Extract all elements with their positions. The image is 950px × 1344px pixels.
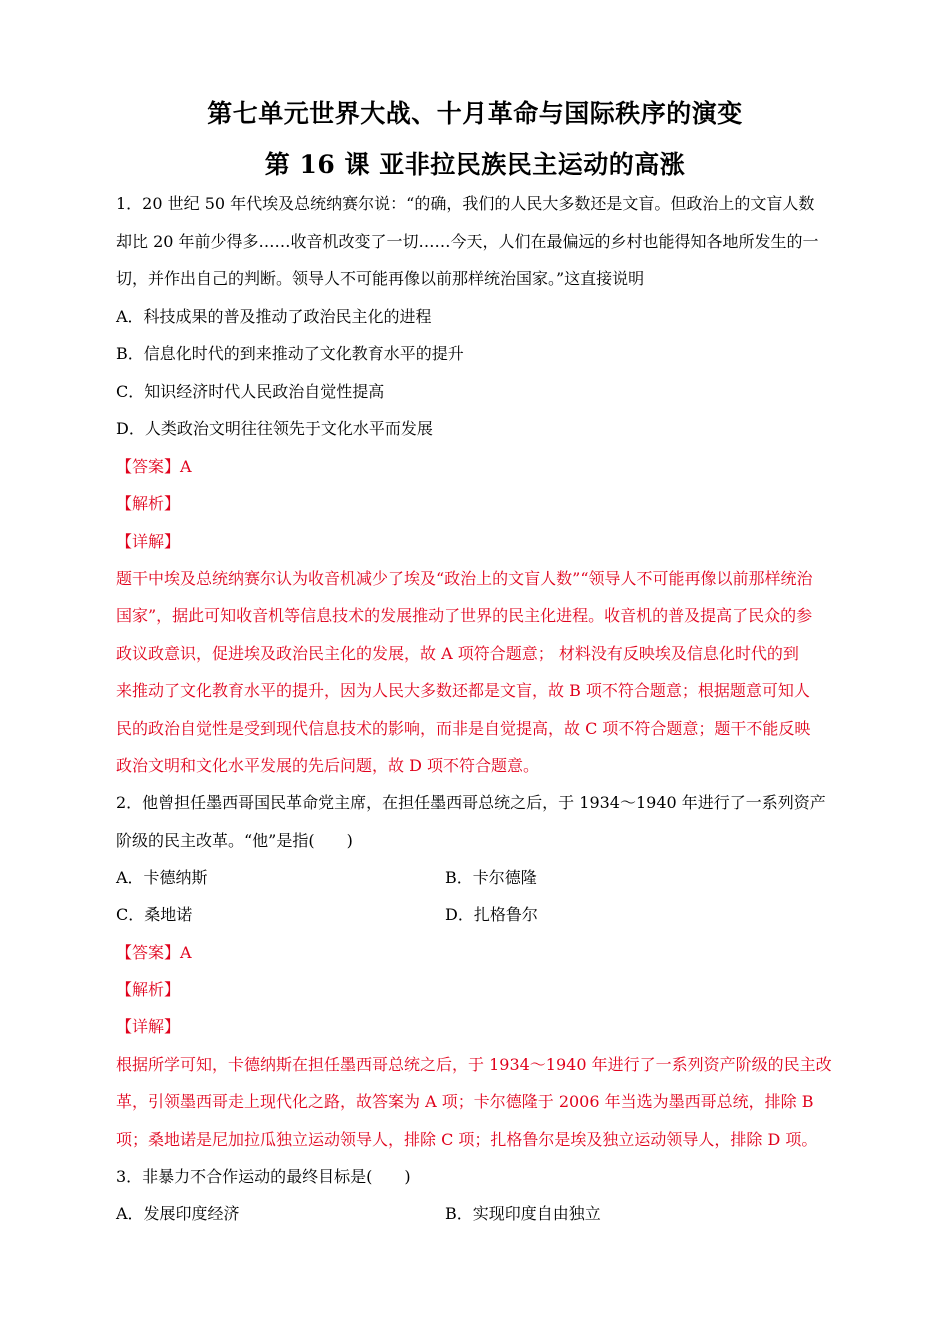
q2-stem-line-2: 阶级的民主改革。“他”是指( ): [116, 831, 353, 850]
q1-detail-line-2: 国家”，据此可知收音机等信息技术的发展推动了世界的民主化进程。收音机的普及提高了民众的参: [116, 606, 813, 625]
q1-analysis-label: 【解析】: [116, 494, 181, 513]
q2-detail-line-3: 项；桑地诺是尼加拉瓜独立运动领导人，排除 C 项；扎格鲁尔是埃及独立运动领导人，排除 D 项。: [116, 1130, 818, 1149]
q1-detail-line-1: 题干中埃及总统纳赛尔认为收音机减少了埃及“政治上的文盲人数”“领导人不可能再像以前那样统治: [116, 569, 813, 588]
q2-detail-line-2: 革，引领墨西哥走上现代化之路，故答案为 A 项；卡尔德隆于 2006 年当选为墨西哥总统，排除 B: [116, 1092, 814, 1111]
q1-stem-line-1: 1．20 世纪 50 年代埃及总统纳赛尔说：“的确，我们的人民大多数还是文盲。但政治上的文盲人数: [116, 194, 815, 213]
q3-stem-line-1: 3．非暴力不合作运动的最终目标是( ): [116, 1167, 411, 1186]
q2-detail-label: 【详解】: [116, 1017, 181, 1036]
q1-detail-line-4: 来推动了文化教育水平的提升，因为人民大多数还都是文盲，故 B 项不符合题意；根据题意可知人: [116, 681, 810, 700]
q2-answer: [116, 942, 192, 964]
q2-option-c: C．桑地诺: [116, 905, 193, 924]
answer-label: 【答案】: [116, 457, 181, 476]
q1-option-d: D．人类政治文明往往领先于文化水平而发展: [116, 419, 433, 438]
q2-detail-line-1: 根据所学可知，卡德纳斯在担任墨西哥总统之后，于 1934～1940 年进行了一系列资产阶级的民主改: [116, 1055, 832, 1074]
q1-answer: [116, 456, 192, 478]
q1-stem-line-3: 切，并作出自己的判断。领导人不可能再像以前那样统治国家。”这直接说明: [116, 269, 645, 288]
q1-stem-line-2: 却比 20 年前少得多……收音机改变了一切……今天，人们在最偏远的乡村也能得知各地所发生的一: [116, 232, 819, 251]
q2-option-b: B．卡尔德隆: [445, 868, 537, 887]
q1-detail-label: 【详解】: [116, 532, 181, 551]
q2-stem-line-1: 2．他曾担任墨西哥国民革命党主席，在担任墨西哥总统之后，于 1934～1940 年进行了一系列资产: [116, 793, 826, 812]
q3-option-b: B．实现印度自由独立: [445, 1204, 601, 1223]
q1-option-a: A．科技成果的普及推动了政治民主化的进程: [116, 307, 432, 326]
q1-detail-line-3: 政议政意识，促进埃及政治民主化的发展，故 A 项符合题意； 材料没有反映埃及信息化时代的到: [116, 644, 799, 663]
q3-option-a: A．发展印度经济: [116, 1204, 240, 1223]
q1-detail-line-6: 政治文明和文化水平发展的先后问题，故 D 项不符合题意。: [116, 756, 540, 775]
q2-option-d: D．扎格鲁尔: [445, 905, 538, 924]
unit-title: 第七单元世界大战、十月革命与国际秩序的演变: [207, 99, 743, 128]
q1-option-c: C．知识经济时代人民政治自觉性提高: [116, 382, 385, 401]
q1-option-b: B．信息化时代的到来推动了文化教育水平的提升: [116, 344, 464, 363]
q1-detail-line-5: 民的政治自觉性是受到现代信息技术的影响，而非是自觉提高，故 C 项不符合题意；题干不能反映: [116, 719, 811, 738]
q2-analysis-label: 【解析】: [116, 980, 181, 999]
answer-value: A: [180, 943, 192, 962]
lesson-title: 第 16 课 亚非拉民族民主运动的高涨: [264, 150, 686, 179]
q2-option-a: A．卡德纳斯: [116, 868, 208, 887]
answer-label: 【答案】: [116, 943, 181, 962]
answer-value: A: [180, 457, 192, 476]
